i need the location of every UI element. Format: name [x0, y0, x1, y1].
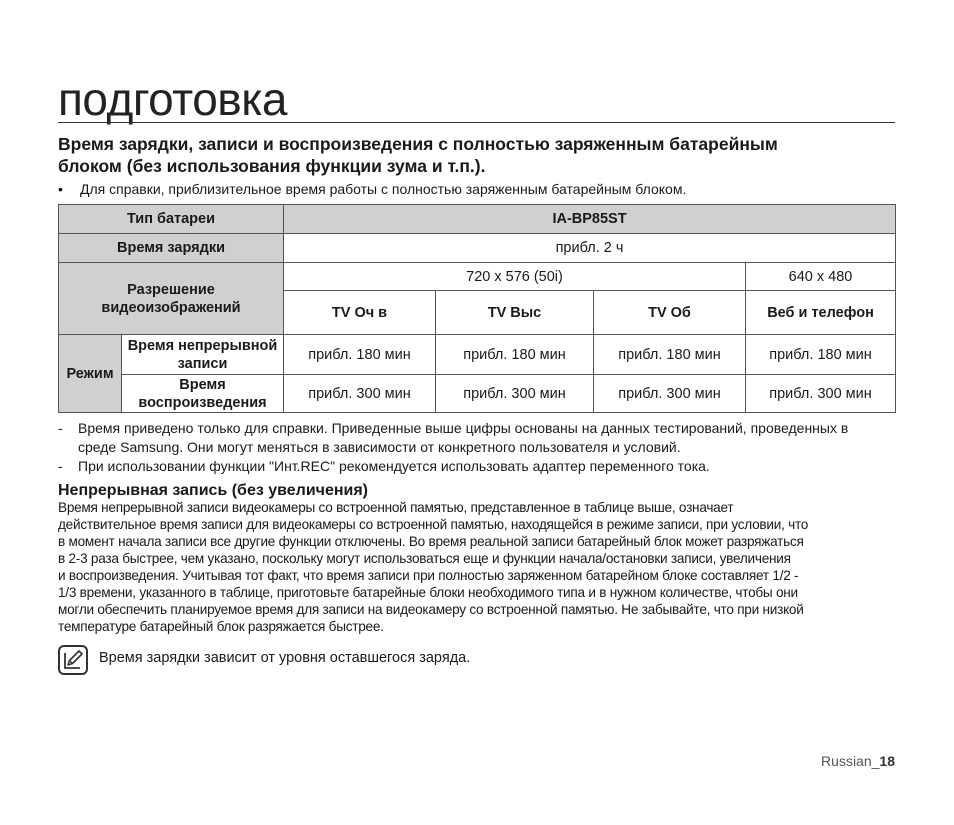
tip-text: Время зарядки зависит от уровня оставшегося заряда. [99, 650, 471, 666]
continuous-record-label-line-2: записи [177, 355, 228, 372]
note-1-line-1: Время приведено только для справки. Приведенные выше цифры основаны на данных тестирований, проведенных в [78, 420, 849, 436]
battery-type-label: Тип батареи [59, 205, 284, 234]
charge-time-value: прибл. 2 ч [284, 234, 896, 263]
intro-text: Для справки, приблизительное время работы с полностью заряженным батарейным блоком. [80, 181, 687, 197]
note-dash: - [58, 420, 63, 436]
section-heading-line-1: Время зарядки, записи и воспроизведения с полностью заряженным батарейным [58, 134, 778, 154]
continuous-value: прибл. 180 мин [436, 335, 594, 375]
table-row [59, 375, 896, 413]
continuous-record-label [122, 335, 284, 375]
page-title: подготовка [58, 73, 287, 125]
body-line: и воспроизведения. Учитывая тот факт, что время записи при полностью заряженном батарейном блоке составляет 1/2 - [58, 568, 799, 583]
playback-value: прибл. 300 мин [284, 375, 436, 413]
note-dash: - [58, 458, 63, 474]
continuous-value: прибл. 180 мин [746, 335, 896, 375]
body-line: могли обеспечить планируемое время для записи на видеокамеру со встроенной памятью. Не забывайте, что при низкой [58, 602, 804, 617]
continuous-record-heading: Непрерывная запись (без увеличения) [58, 482, 369, 499]
section-heading-line-2: блоком (без использования функции зума и т.п.). [58, 156, 486, 176]
body-line: действительное время записи для видеокамеры со встроенной памятью, находящейся в режиме записи, при условии, что [58, 517, 809, 532]
body-line: в 2-3 раза быстрее, чем указано, поскольку могут использоваться еще и функции начала/остановки записи, увеличения [58, 551, 791, 566]
bullet-marker: • [58, 181, 63, 197]
body-line: 1/3 времени, указанного в таблице, приготовьте батарейные блоки необходимого типа и в нужном количестве, чтобы они [58, 585, 798, 600]
note-2-text: При использовании функции "Инт.REC" рекомендуется использовать адаптер переменного тока. [78, 458, 710, 474]
table-notes [58, 419, 895, 476]
page-footer [821, 753, 895, 769]
body-line: температуре батарейный блок разряжается быстрее. [58, 619, 384, 634]
table-row [59, 335, 896, 375]
continuous-value: прибл. 180 мин [594, 335, 746, 375]
continuous-value: прибл. 180 мин [284, 335, 436, 375]
note-text [78, 419, 848, 457]
resolution-720: 720 x 576 (50i) [284, 263, 746, 291]
continuous-record-body [58, 499, 898, 635]
intro-bullet [58, 180, 898, 198]
resolution-640: 640 x 480 [746, 263, 896, 291]
table-row [59, 234, 896, 263]
footer-language: Russian_ [821, 753, 880, 769]
playback-label: Время воспроизведения [122, 375, 284, 413]
section-heading [58, 133, 898, 177]
note-1-line-2: среде Samsung. Они могут меняться в зависимости от конкретного пользователя и условий. [78, 439, 681, 455]
mode-web-phone: Веб и телефон [746, 291, 896, 335]
continuous-record-label-line-1: Время непрерывной [127, 337, 278, 354]
battery-time-table [58, 204, 896, 413]
mode-tv-high: TV Выс [436, 291, 594, 335]
mode-tv-high-quality: TV Оч в [284, 291, 436, 335]
title-divider [58, 122, 895, 123]
resolution-label [59, 263, 284, 335]
note-item [58, 419, 895, 457]
note-pencil-icon [58, 645, 88, 675]
table-row [59, 205, 896, 234]
mode-tv-normal: TV Об [594, 291, 746, 335]
resolution-label-line-2: видеоизображений [101, 299, 241, 316]
battery-type-value: IA-BP85ST [284, 205, 896, 234]
body-line: Время непрерывной записи видеокамеры со встроенной памятью, представленное в таблице выше, означает [58, 500, 734, 515]
playback-value: прибл. 300 мин [594, 375, 746, 413]
playback-value: прибл. 300 мин [746, 375, 896, 413]
body-line: в момент начала записи все другие функции отключены. Во время реальной записи батарейный блок может разряжаться [58, 534, 804, 549]
table-row [59, 263, 896, 291]
note-item [58, 457, 895, 476]
resolution-label-line-1: Разрешение [127, 281, 215, 298]
page-number: 18 [879, 753, 895, 769]
playback-value: прибл. 300 мин [436, 375, 594, 413]
charge-time-label: Время зарядки [59, 234, 284, 263]
mode-label: Режим [59, 335, 122, 413]
